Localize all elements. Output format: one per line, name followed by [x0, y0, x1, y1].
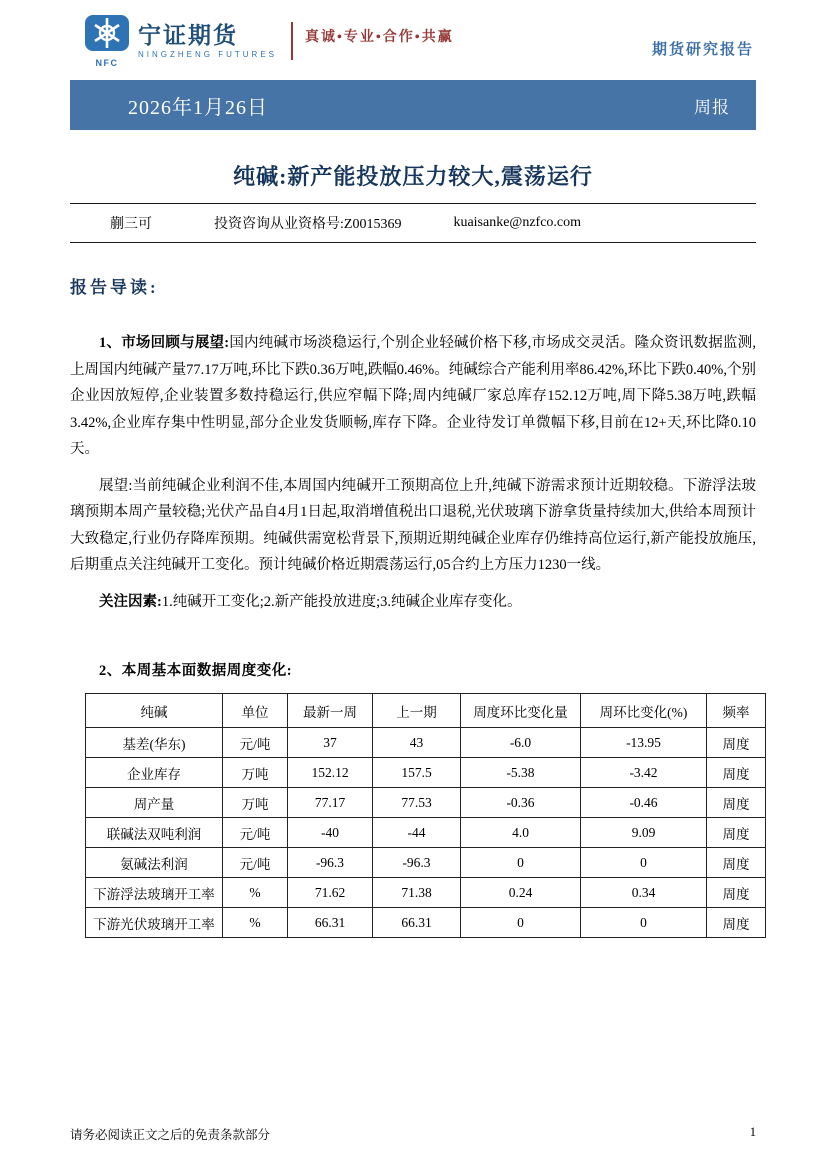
table-cell: 氨碱法利润	[86, 848, 223, 878]
footer-disclaimer: 请务必阅读正文之后的免责条款部分	[70, 1128, 271, 1142]
weekly-data-table	[85, 693, 766, 938]
table-cell: 4.0	[461, 818, 581, 848]
paragraph-market-review-label: 1、市场回顾与展望:	[99, 335, 230, 351]
section-heading-digest: 报告导读:	[70, 278, 159, 297]
table-cell: 71.62	[288, 878, 373, 908]
table-cell: 万吨	[223, 788, 288, 818]
table-row	[86, 728, 766, 758]
paragraph-focus-factors-label: 关注因素:	[99, 593, 162, 610]
report-type-label: 期货研究报告	[651, 42, 754, 58]
brand-name-block	[138, 23, 277, 59]
table-cell: -5.38	[461, 758, 581, 788]
table-cell: 周度	[707, 728, 766, 758]
paragraph-focus-factors	[70, 589, 756, 616]
table-cell: 0	[581, 908, 707, 938]
table-cell: 基差(华东)	[86, 728, 223, 758]
paragraph-market-review-text: 国内纯碱市场淡稳运行,个别企业轻碱价格下移,市场成交灵活。隆众资讯数据监测,上周国内纯碱产量77.17万吨,环比下跌0.36万吨,跌幅0.46%。纯碱综合产能利用率86.42%,环比下跌0.40%,个别企业因放短停,企业装置多数持稳运行,供应窄幅下降;周内纯碱厂家总库存152.12万吨,周下降5.38万吨,跌幅3.42%,企业库存集中性明显,部分企业发货顺畅,库存下降。企业待发订单微幅下移,目前在12+天,环比降0.10天。	[70, 335, 757, 457]
table-cell: 元/吨	[223, 728, 288, 758]
table-cell: -40	[288, 818, 373, 848]
paragraph-market-review	[70, 330, 756, 463]
table-cell: 9.09	[581, 818, 707, 848]
paragraph-outlook	[70, 473, 756, 579]
table-cell: 37	[288, 728, 373, 758]
brand-block	[84, 14, 454, 68]
table-header-cell: 纯碱	[86, 694, 223, 728]
table-cell: 0	[461, 908, 581, 938]
table-cell: 0.34	[581, 878, 707, 908]
logo-block	[84, 14, 130, 68]
author-email: kuaisanke@nzfco.com	[453, 215, 582, 230]
section-heading-weekly-data: 2、本周基本面数据周度变化:	[99, 663, 293, 679]
author-row	[0, 204, 826, 242]
table-cell: 周度	[707, 758, 766, 788]
table-cell: 万吨	[223, 758, 288, 788]
table-header-cell: 周度环比变化量	[461, 694, 581, 728]
table-header-cell: 最新一周	[288, 694, 373, 728]
table-cell: 周度	[707, 788, 766, 818]
author-name: 蒯三可	[110, 217, 152, 232]
table-cell: 0	[461, 848, 581, 878]
paragraph-focus-factors-text: 1.纯碱开工变化;2.新产能投放进度;3.纯碱企业库存变化。	[161, 593, 522, 610]
table-header-cell: 单位	[223, 694, 288, 728]
nfc-abbreviation: NFC	[95, 58, 119, 68]
divider-below-author	[70, 242, 756, 243]
brand-tagline: 真诚•专业•合作•共赢	[305, 30, 454, 45]
brand-name-cn: 宁证期货	[138, 22, 238, 48]
table-cell: %	[223, 878, 288, 908]
table-cell: 周度	[707, 908, 766, 938]
table-row	[86, 788, 766, 818]
author-qualification: 投资咨询从业资格号:Z0015369	[214, 217, 402, 232]
table-cell: -0.46	[581, 788, 707, 818]
paragraph-outlook-text: 当前纯碱企业利润不佳,本周国内纯碱开工预期高位上升,纯碱下游需求预计近期较稳。下游浮法玻璃预期本周产量较稳;光伏产品自4月1日起,取消增值税出口退税,光伏玻璃下游拿货量持续加大,供给本周预计大致稳定,行业仍存降库预期。纯碱供需宽松背景下,预期近期纯碱企业库存仍维持高位运行,新产能投放施压,后期重点关注纯碱开工变化。预计纯碱价格近期震荡运行,05合约上方压力1230一线。	[70, 477, 757, 573]
table-cell: 周产量	[86, 788, 223, 818]
table-header-row	[86, 694, 766, 728]
date-banner	[70, 80, 756, 130]
table-cell: -96.3	[288, 848, 373, 878]
table-cell: -3.42	[581, 758, 707, 788]
brand-name-en: NINGZHENG FUTURES	[138, 50, 277, 60]
table-cell: 元/吨	[223, 818, 288, 848]
table-cell: 周度	[707, 818, 766, 848]
table-cell: 下游光伏玻璃开工率	[86, 908, 223, 938]
table-cell: 元/吨	[223, 848, 288, 878]
table-header-cell: 频率	[707, 694, 766, 728]
page-footer	[70, 1125, 756, 1143]
table-header-cell: 周环比变化(%)	[581, 694, 707, 728]
paragraph-outlook-label: 展望:	[99, 477, 133, 494]
table-cell: -13.95	[581, 728, 707, 758]
table-cell: 152.12	[288, 758, 373, 788]
table-cell: -96.3	[373, 848, 461, 878]
table-cell: 71.38	[373, 878, 461, 908]
report-period: 周报	[694, 97, 730, 117]
table-row	[86, 908, 766, 938]
brand-divider	[291, 22, 293, 60]
table-cell: 66.31	[373, 908, 461, 938]
table-cell: 周度	[707, 848, 766, 878]
table-row	[86, 758, 766, 788]
table-cell: 0.24	[461, 878, 581, 908]
table-cell: %	[223, 908, 288, 938]
table-header-cell: 上一期	[373, 694, 461, 728]
table-cell: 0	[581, 848, 707, 878]
report-title: 纯碱:新产能投放压力较大,震荡运行	[233, 164, 593, 189]
report-date: 2026年1月26日	[128, 96, 268, 119]
table-cell: 周度	[707, 878, 766, 908]
page-number: 1	[749, 1125, 756, 1139]
table-row	[86, 878, 766, 908]
page-header	[0, 0, 826, 68]
table-cell: 联碱法双吨利润	[86, 818, 223, 848]
table-cell: 66.31	[288, 908, 373, 938]
nfc-emblem-icon	[84, 14, 130, 57]
table-cell: 77.17	[288, 788, 373, 818]
table-row	[86, 848, 766, 878]
table-cell: 157.5	[373, 758, 461, 788]
table-cell: -6.0	[461, 728, 581, 758]
table-cell: 下游浮法玻璃开工率	[86, 878, 223, 908]
table-cell: -44	[373, 818, 461, 848]
table-cell: 43	[373, 728, 461, 758]
table-cell: -0.36	[461, 788, 581, 818]
table-cell: 企业库存	[86, 758, 223, 788]
table-cell: 77.53	[373, 788, 461, 818]
table-row	[86, 818, 766, 848]
